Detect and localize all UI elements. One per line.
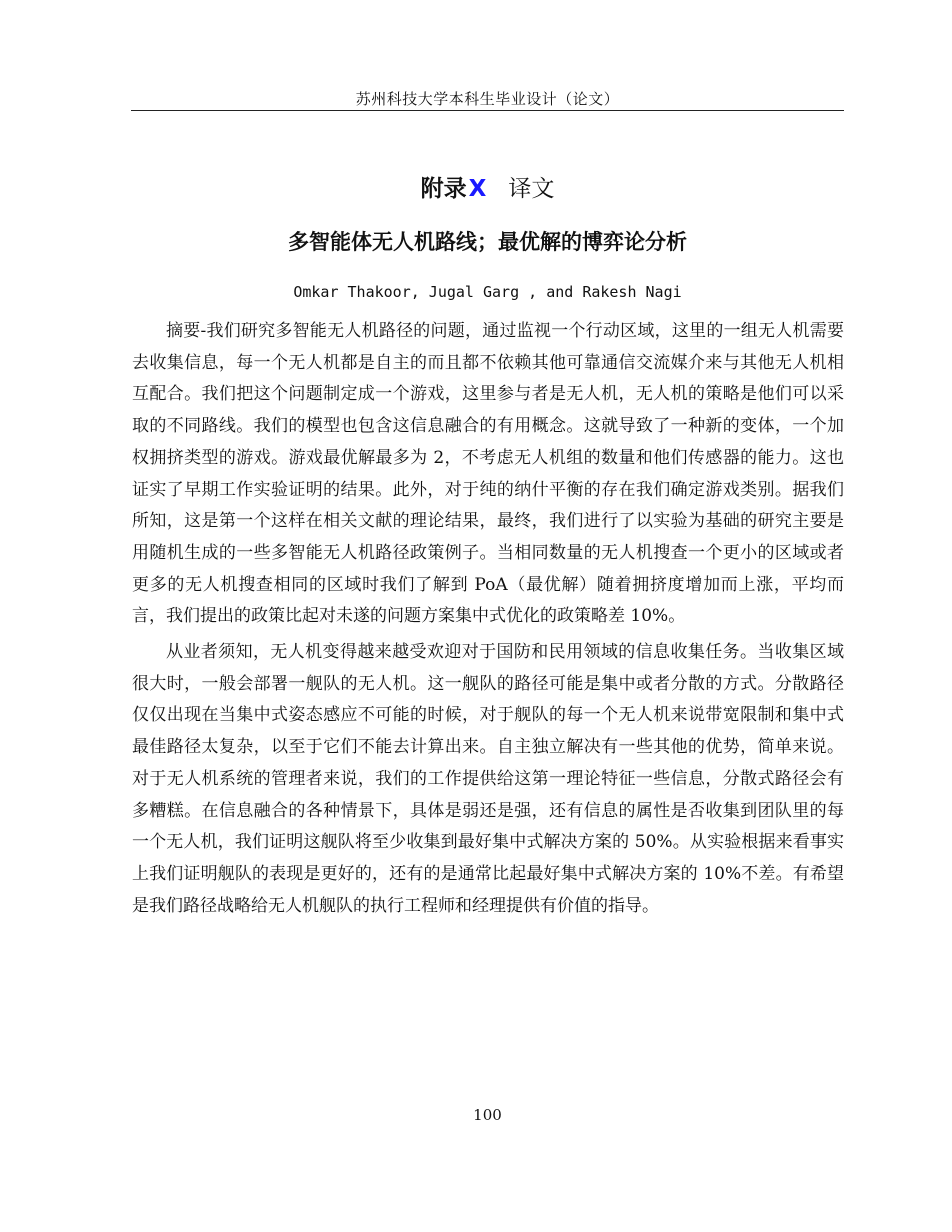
practitioner-note-paragraph: 从业者须知，无人机变得越来越受欢迎对于国防和民用领域的信息收集任务。当收集区域很大时，一般会部署一舰队的无人机。这一舰队的路径可能是集中或者分散的方式。分散路径仅仅出现在当集中式姿态感应不可能的时候，对于舰队的每一个无人机来说带宽限制和集中式最佳路径太复杂，以至于它们不能去计算出来。自主独立解决有一些其他的优势，简单来说。对于无人机系统的管理者来说，我们的工作提供给这第一理论特征一些信息，分散式路径会有多糟糕。在信息融合的各种情景下，具体是弱还是强，还有信息的属性是否收集到团队里的每一个无人机，我们证明这舰队将至少收集到最好集中式解决方案的 50%。从实验根据来看事实上我们证明舰队的表现是更好的，还有的是通常比起最好集中式解决方案的 10%不差。有希望是我们路径战略给无人机舰队的执行工程师和经理提供有价值的指导。: [132, 642, 844, 916]
appendix-prefix: 附录: [420, 176, 467, 202]
paper-title: 多智能体无人机路线；最优解的博弈论分析: [288, 230, 687, 254]
page-number: 100: [473, 1106, 502, 1124]
appendix-marker: X: [468, 176, 487, 202]
abstract-paragraph: 摘要-我们研究多智能无人机路径的问题，通过监视一个行动区域，这里的一组无人机需要去收集信息，每一个无人机都是自主的而且都不依赖其他可靠通信交流媒介来与其他无人机相互配合。我们把这个问题制定成一个游戏，这里参与者是无人机，无人机的策略是他们可以采取的不同路线。我们的模型也包含这信息融合的有用概念。这就导致了一种新的变体，一个加权拥挤类型的游戏。游戏最优解最多为 2，不考虑无人机组的数量和他们传感器的能力。这也证实了早期工作实验证明的结果。此外，对于纯的纳什平衡的存在我们确定游戏类别。据我们所知，这是第一个这样在相关文献的理论结果，最终，我们进行了以实验为基础的研究主要是用随机生成的一些多智能无人机路径政策例子。当相同数量的无人机搜查一个更小的区域或者更多的无人机搜查相同的区域时我们了解到 PoA（最优解）随着拥挤度增加而上涨，平均而言，我们提出的政策比起对未遂的问题方案集中式优化的政策略差 10%。: [132, 321, 844, 627]
appendix-title: [131, 170, 844, 203]
authors: Omkar Thakoor, Jugal Garg , and Rakesh Nagi: [293, 283, 682, 301]
appendix-kind: 译文: [508, 176, 555, 202]
running-header: 苏州科技大学本科生毕业设计（论文）: [355, 90, 620, 108]
header-rule: [131, 110, 844, 111]
body-text: [132, 316, 844, 922]
